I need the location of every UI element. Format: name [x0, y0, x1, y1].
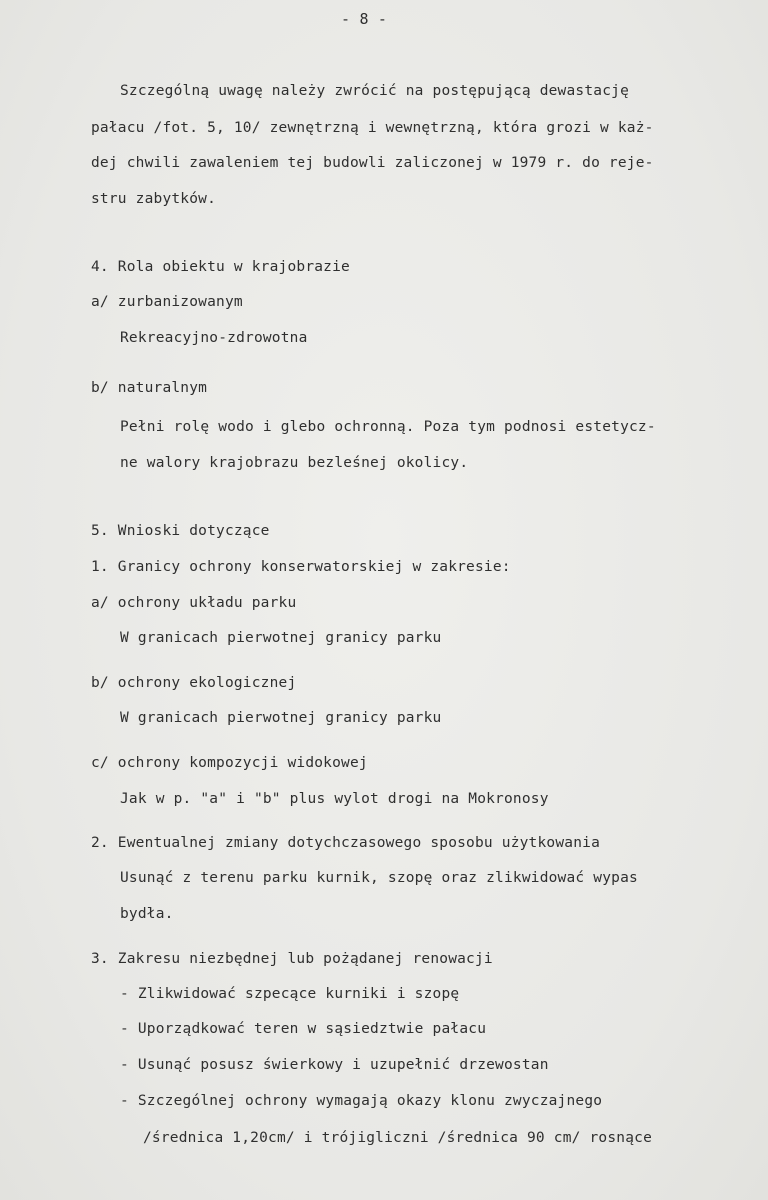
section-4-b-label: b/ naturalnym [91, 380, 208, 396]
section-5-item-2-text-2: bydła. [120, 906, 174, 922]
section-5-item-1-b-label: b/ ochrony ekologicznej [91, 675, 297, 691]
section-5-item-3-bullet-2: - Uporządkować teren w sąsiedztwie pałacu [120, 1021, 487, 1037]
section-5-title: 5. Wnioski dotyczące [91, 523, 270, 539]
section-5-item-1-title: 1. Granicy ochrony konserwatorskiej w zakresie: [91, 559, 511, 575]
section-5-item-3-title: 3. Zakresu niezbędnej lub pożądanej renowacji [91, 951, 493, 967]
page-number: - 8 - [341, 10, 388, 28]
section-5-item-3-continuation: /średnica 1,20cm/ i trójiglicznі /średnica 90 cm/ rosnące [143, 1130, 652, 1146]
intro-line-2: pałacu /fot. 5, 10/ zewnętrzną i wewnętrzną, która grozi w każ- [91, 120, 654, 136]
section-5-item-3-bullet-3: - Usunąć posusz świerkowy i uzupełnić drzewostan [120, 1057, 549, 1073]
intro-line-4: stru zabytków. [91, 191, 217, 207]
section-5-item-1-a-text: W granicach pierwotnej granicy parku [120, 630, 442, 646]
section-5-item-2-title: 2. Ewentualnej zmiany dotychczasowego sposobu użytkowania [91, 835, 600, 851]
intro-line-1: Szczególną uwagę należy zwrócić na postępującą dewastację [120, 83, 629, 99]
section-5-item-1-c-text: Jak w p. "a" i "b" plus wylot drogi na Mokronosy [120, 791, 549, 807]
section-4-title: 4. Rola obiektu w krajobrazie [91, 259, 350, 275]
section-4-a-text: Rekreacyjno-zdrowotna [120, 330, 308, 346]
intro-line-3: dej chwili zawaleniem tej budowli zaliczonej w 1979 r. do reje- [91, 155, 654, 171]
section-5-item-2-text-1: Usunąć z terenu parku kurnik, szopę oraz zlikwidować wypas [120, 870, 638, 886]
section-5-item-1-a-label: a/ ochrony układu parku [91, 595, 297, 611]
section-5-item-3-bullet-1: - Zlikwidować szpecące kurniki i szopę [120, 986, 460, 1002]
section-4-b-text-1: Pełni rolę wodo i glebo ochronną. Poza tym podnosi estetycz- [120, 419, 656, 435]
section-5-item-1-b-text: W granicach pierwotnej granicy parku [120, 710, 442, 726]
section-4-b-text-2: ne walory krajobrazu bezleśnej okolicy. [120, 455, 469, 471]
section-4-a-label: a/ zurbanizowanym [91, 294, 243, 310]
section-5-item-1-c-label: c/ ochrony kompozycji widokowej [91, 755, 368, 771]
section-5-item-3-bullet-4: - Szczególnej ochrony wymagają okazy klonu zwyczajnego [120, 1093, 603, 1109]
